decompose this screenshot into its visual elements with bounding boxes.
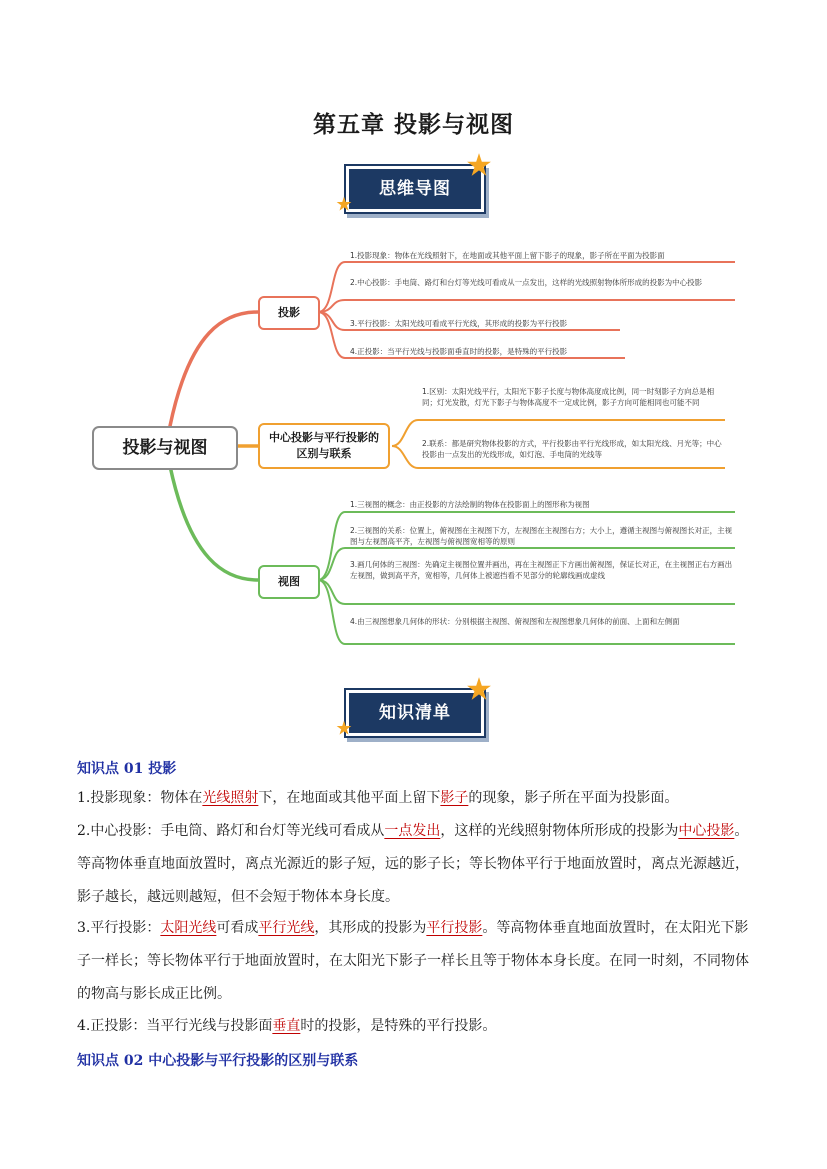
paragraph-projection-phenomenon [77,782,757,815]
mindmap-leaf: 4.正投影：当平行光线与投影面垂直时的投影，是特殊的平行投影 [350,347,568,356]
mindmap-leaf: 3.画几何体的三视图：先确定主视图位置并画出，再在主视图正下方画出俯视图，保证长对正，在主视图正右方画出左视图，做到高平齐，宽相等，几何体上被遮挡看不见部分的轮廓线画成虚线 [350,560,733,580]
mindmap-leaf: 2.三视图的关系：位置上，俯视图在主视图下方，左视图在主视图右方；大小上，遵循主视图与俯视图长对正，主视图与左视图高平齐，左视图与俯视图宽相等的原则 [350,526,733,546]
text-run: 可看成 [216,920,259,936]
text-run: ，这样的光线照射物体所形成的投影为 [440,823,679,839]
mindmap-banner: 思维导图 [346,166,484,212]
page-title: 第五章 投影与视图 [312,112,514,138]
paragraph-central-projection [77,815,757,914]
knowledge-point-heading: 知识点 02 中心投影与平行投影的区别与联系 [77,1053,359,1069]
mindmap-leaf: 1.区别：太阳光线平行，太阳光下影子长度与物体高度成比例，同一时刻影子方向总是相同；灯光发散，灯光下影子与物体高度不一定成比例，影子方向可能相同也可能不同 [422,387,715,407]
text-run: 1.投影现象：物体在 [77,790,203,806]
highlight-term: 光线照射 [202,790,259,806]
text-run: 的现象，影子所在平面为投影面。 [468,790,679,806]
star-icon [466,676,492,702]
highlight-term: 平行光线 [258,920,315,936]
mindmap-node-compare: 中心投影与平行投影的区别与联系 [258,423,390,469]
highlight-term: 垂直 [272,1018,301,1034]
mindmap-leaf: 2.联系：都是研究物体投影的方式，平行投影由平行光线形成，如太阳光线、月光等；中心投影由一点发出的光线形成，如灯泡、手电筒的光线等 [422,439,722,459]
highlight-term: 一点发出 [384,823,441,839]
highlight-term: 影子 [440,790,469,806]
text-run: 时的投影，是特殊的平行投影。 [300,1018,497,1034]
star-icon [336,720,352,736]
mindmap-root: 投影与视图 [92,426,238,470]
paragraph-parallel-projection [77,912,757,1011]
text-run: 4.正投影：当平行光线与投影面 [77,1018,273,1034]
knowledge-point-heading: 知识点 01 投影 [77,761,177,777]
text-run: ，其形成的投影为 [314,920,427,936]
text-run: 。等高物体垂直地面放置时，离点光源近的影子短，远的影子长；等长物体平行于地面放置时，离点光源越近，影子越长，越远则越短，但不会短于物体本身长度。 [77,823,749,905]
text-run: 3.平行投影： [77,920,161,936]
knowledge-banner: 知识清单 [346,690,484,736]
paragraph-orthographic-projection [77,1010,757,1043]
mindmap-node-projection: 投影 [258,296,320,330]
mindmap-leaf: 2.中心投影：手电筒、路灯和台灯等光线可看成从一点发出，这样的光线照射物体所形成的投影为中心投影 [350,278,703,287]
highlight-term: 平行投影 [426,920,483,936]
highlight-term: 中心投影 [678,823,735,839]
mindmap-leaf: 1.投影现象：物体在光线照射下，在地面或其他平面上留下影子的现象，影子所在平面为投影面 [350,251,665,260]
mindmap-leaf: 4.由三视图想象几何体的形状：分别根据主视图、俯视图和左视图想象几何体的前面、上面和左侧面 [350,617,680,626]
text-run: 。等高物体垂直地面放置时，在太阳光下影子一样长；等长物体平行于地面放置时，在太阳光下影子一样长且等于物体本身长度。在同一时刻，不同物体的物高与影长成正比例。 [77,920,749,1002]
text-run: 2.中心投影：手电筒、路灯和台灯等光线可看成从 [77,823,385,839]
text-run: 下，在地面或其他平面上留下 [258,790,441,806]
highlight-term: 太阳光线 [160,920,217,936]
mindmap-node-view: 视图 [258,565,320,599]
mindmap-leaf: 3.平行投影：太阳光线可看成平行光线，其形成的投影为平行投影 [350,319,568,328]
mindmap-leaf: 1.三视图的概念：由正投影的方法绘制的物体在投影面上的图形称为视图 [350,500,590,509]
